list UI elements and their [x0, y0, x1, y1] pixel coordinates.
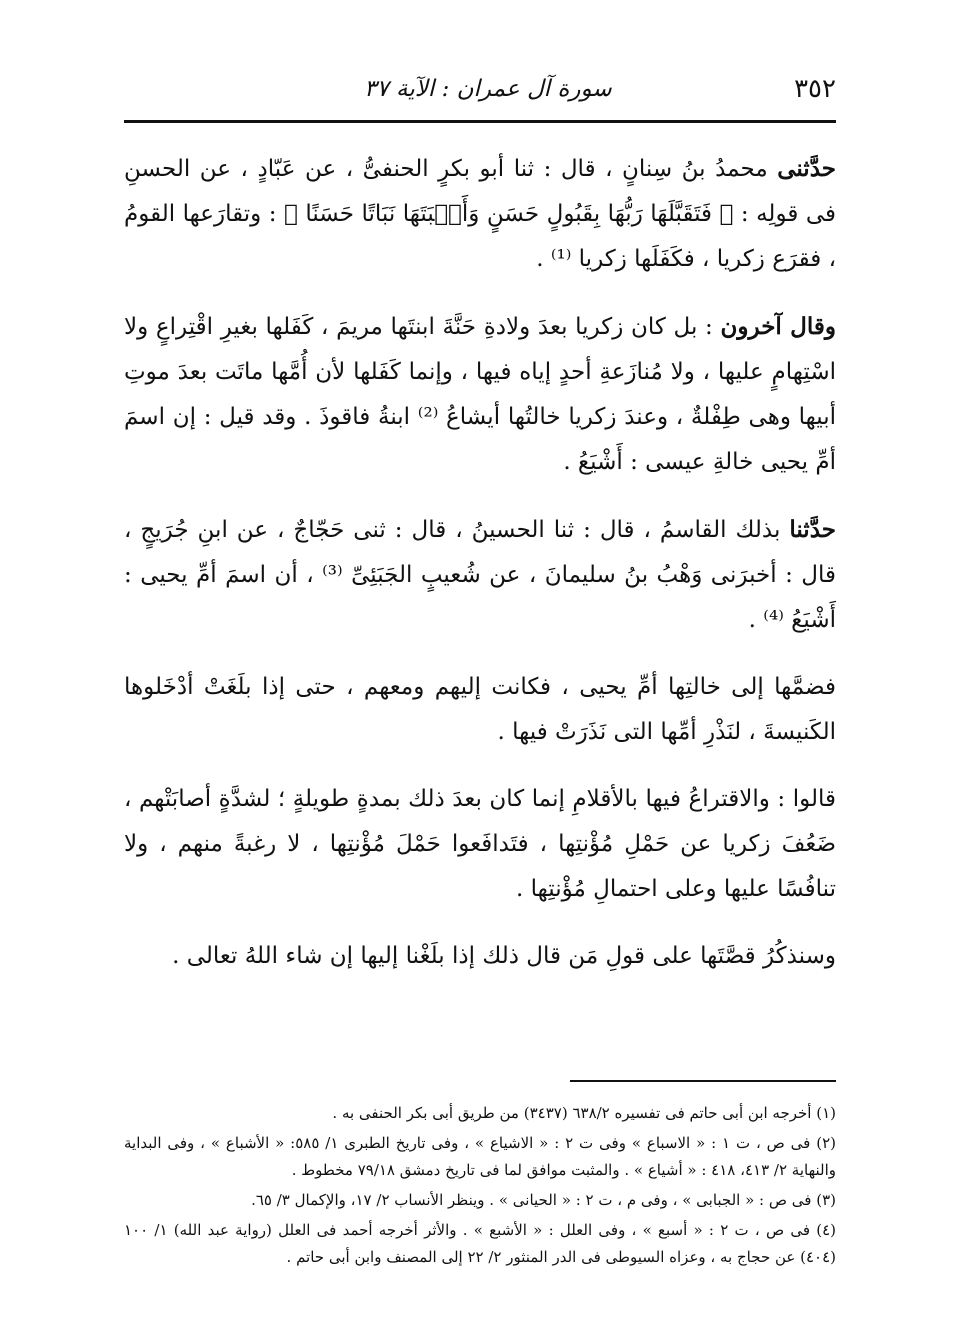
footnote: (١) أخرجه ابن أبى حاتم فى تفسيره ٦٣٨/٢ (٣٤٣٧) من طريق أبى بكر الحنفى به . [332, 1104, 836, 1122]
header-divider [124, 120, 836, 123]
paragraph [124, 934, 836, 979]
footnote: (٢) فى ص ، ت ١ : « الاسباع » وفى ت ٢ : « الاشياع » ، وفى تاريخ الطبرى ١/ ٥٨٥: « الأشباع » ، وفى البداية والنهاية ٢/ ٤١٣، ٤١٨ : « أشياع » . والمثبت موافق لما فى تاريخ دمشق ٧٩/١٨ مخطوط . [124, 1134, 836, 1179]
main-text [124, 146, 836, 1001]
header-title: سورة آل عمران : الآية ٣٧ [364, 76, 612, 102]
paragraph-text: محمدُ بنُ سِنانٍ ، قال : ثنا أبو بكرٍ الحنفىُّ ، عن عَبّادٍ ، عن الحسنِ فى قولِه : ﴿ فَتَقَبَّلَهَا رَبُّهَا بِقَبُولٍ حَسَنٍ وَأَنۢبَتَهَا نَبَاتًا حَسَنًا ﴾ : وتقارَعها القومُ ، فقرَع زكريا ، فكَفَلَها زكريا ⁽¹⁾ . [124, 156, 836, 272]
paragraph-lead: حدَّثنى [777, 155, 836, 182]
paragraph [124, 507, 836, 643]
paragraph [124, 777, 836, 912]
footnote: (٣) فى ص : « الجبابى » ، وفى م ، ت ٢ : « الحيانى » . وينظر الأنساب ٢/ ١٧، والإكمال ٣/ ٦٥. [251, 1191, 836, 1209]
paragraph-text: قالوا : والاقتراعُ فيها بالأقلامِ إنما كان بعدَ ذلك بمدةٍ طويلةٍ ؛ لشدَّةٍ أصابَتْهم ، ضَعُفَ زكريا عن حَمْلِ مُؤْنتِها ، فتَدافَعوا حَمْلَ مُؤْنتِها ، لا رغبةً منهم ، ولا تنافُسًا عليها وعلى احتمالِ مُؤْنتِها . [124, 786, 836, 902]
paragraph [124, 304, 836, 485]
paragraph [124, 665, 836, 755]
paragraph-text: : بل كان زكريا بعدَ ولادةِ حَنَّةَ ابنتَها مريمَ ، كَفَلها بغيرِ اقْتِراعٍ ولا اسْتِهامٍ عليها ، ولا مُنازَعةِ أحدٍ إياه فيها ، وإنما كَفَلها لأن أُمَّها ماتَت بعدَ موتِ أبيها وهى طِفْلةٌ ، وعندَ زكريا خالتُها أيشاعُ ⁽²⁾ ابنةُ فاقوذَ . وقد قيل : إن اسمَ أمِّ يحيى خالةِ عيسى : أَشْيَعُ . [124, 314, 836, 475]
paragraph-lead: حدَّثنا [789, 516, 836, 543]
footnote: (٤) فى ص ، ت ٢ : « أسبع » ، وفى العلل : « الأشبع » . والأثر أخرجه أحمد فى العلل (رواية عبد الله) ١/ ١٠٠ (٤٠٤) عن حجاج به ، وعزاه السيوطى فى الدر المنثور ٢/ ٢٢ إلى المصنف وابن أبى حاتم . [124, 1221, 836, 1266]
footnote-divider [570, 1080, 836, 1082]
paragraph-text: بذلك القاسمُ ، قال : ثنا الحسينُ ، قال : ثنى حَجّاجٌ ، عن ابنِ جُرَيجٍ ، قال : أخبرَنى وَهْبُ بنُ سليمانَ ، عن شُعيبٍ الجَبَئِىِّ ⁽³⁾ ، أن اسمَ أمِّ يحيى : أَشْيَعُ ⁽⁴⁾ . [124, 517, 836, 633]
paragraph-text: فضمَّها إلى خالتِها أمِّ يحيى ، فكانت إليهم ومعهم ، حتى إذا بلَغَتْ أدْخَلوها الكَنيسةَ ، لنَذْرِ أمِّها التى نَذَرَتْ فيها . [124, 674, 836, 745]
footnotes [124, 1100, 836, 1274]
paragraph-lead: وقال آخرون [720, 313, 837, 340]
paragraph [124, 146, 836, 282]
paragraph-text: وسنذكُرُ قصَّتَها على قولِ مَن قال ذلك إذا بلَغْنا إليها إن شاء اللهُ تعالى . [172, 943, 836, 969]
page-number: ٣٥٢ [794, 74, 836, 104]
running-header [124, 66, 836, 112]
